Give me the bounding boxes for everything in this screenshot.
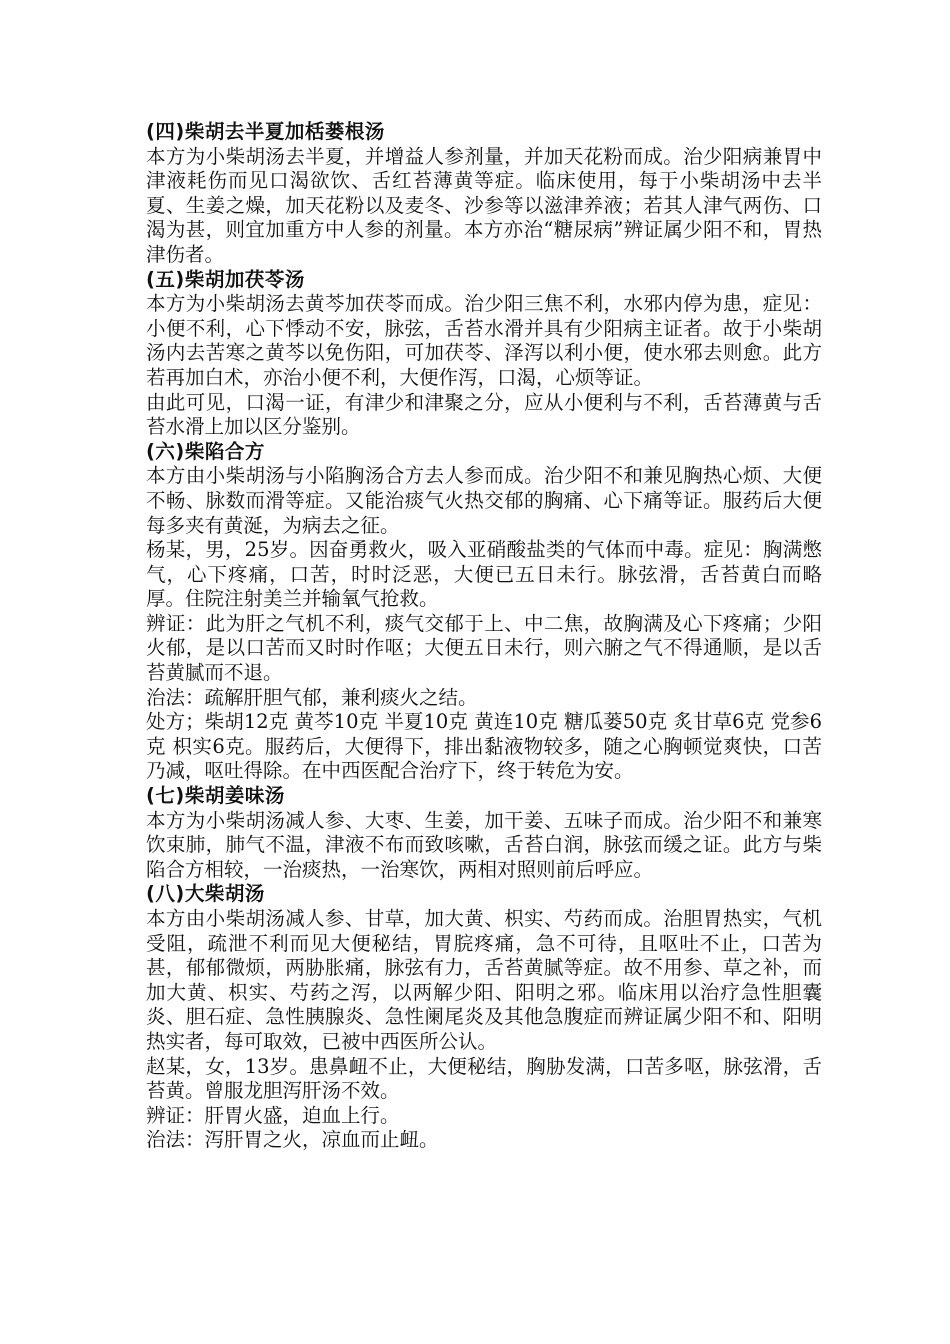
- diagnosis-paragraph: 辨证：此为肝之气机不利，痰气交郁于上、中二焦，故胸满及心下疼痛；少阳火郁，是以口苦而又时时作呕；大便五日未行，则六腑之气不得通顺，是以舌苔黄腻而不退。: [146, 611, 822, 685]
- paragraph: 本方为小柴胡汤减人参、大枣、生姜，加干姜、五味子而成。治少阳不和兼寒饮束肺，肺气不温，津液不布而致咳嗽，舌苔白润，脉弦而缓之证。此方与柴陷合方相较，一治痰热，一治寒饮，两相对照则前后呼应。: [146, 808, 822, 881]
- section-heading-5: (五)柴胡加茯苓汤: [146, 267, 305, 291]
- section-heading-8: (八)大柴胡汤: [146, 882, 265, 906]
- paragraph: 本方为小柴胡汤去黄芩加茯苓而成。治少阳三焦不利，水邪内停为患，症见：小便不利，心下悸动不安，脉弦，舌苔水滑并具有少阳病主证者。故于小柴胡汤内去苦寒之黄芩以免伤阳，可加茯苓、泽泻以利小便，使水邪去则愈。此方若再加白术，亦治小便不利，大便作泻，口渴，心烦等证。: [146, 292, 822, 389]
- paragraph: 由此可见，口渴一证，有津少和津聚之分，应从小便利与不利，舌苔薄黄与舌苔水滑上加以区分鉴别。: [146, 390, 822, 439]
- document-page: [146, 120, 822, 1153]
- section-heading-7: (七)柴胡姜味汤: [146, 784, 285, 808]
- treatment-paragraph: 治法：疏解肝胆气郁，兼利痰火之结。: [146, 685, 478, 709]
- paragraph: 本方为小柴胡汤去半夏，并增益人参剂量，并加天花粉而成。治少阳病兼胃中津液耗伤而见口渴欲饮、舌红苔薄黄等症。临床使用，每于小柴胡汤中去半夏、生姜之燥，加天花粉以及麦冬、沙参等以滋津养液；若其人津气两伤、口渴为甚，则宜加重方中人参的剂量。本方亦治“糖尿病”辨证属少阳不和，胃热津伤者。: [146, 144, 822, 266]
- paragraph: 本方由小柴胡汤与小陷胸汤合方去人参而成。治少阳不和兼见胸热心烦、大便不畅、脉数而滑等症。又能治痰气火热交郁的胸痛、心下痛等证。服药后大便每多夹有黄涎，为病去之征。: [146, 464, 822, 537]
- paragraph: 本方由小柴胡汤减人参、甘草，加大黄、枳实、芍药而成。治胆胃热实，气机受阻，疏泄不利而见大便秘结，胃脘疼痛，急不可待，且呕吐不止，口苦为甚，郁郁微烦，两胁胀痛，脉弦有力，舌苔黄腻等症。故不用参、草之补，而加大黄、枳实、芍药之泻，以两解少阳、阳明之邪。临床用以治疗急性胆囊炎、胆石症、急性胰腺炎、急性阑尾炎及其他急腹症而辨证属少阳不和、阳明热实者，每可取效，已被中西医所公认。: [146, 907, 822, 1053]
- case-paragraph: 杨某，男，25岁。因奋勇救火，吸入亚硝酸盐类的气体而中毒。症见：胸满憋气，心下疼痛，口苦，时时泛恶，大便已五日未行。脉弦滑，舌苔黄白而略厚。住院注射美兰并输氧气抢救。: [146, 538, 822, 611]
- treatment-paragraph: 治法：泻肝胃之火，凉血而止衄。: [146, 1128, 439, 1152]
- section-heading-6: (六)柴陷合方: [146, 439, 265, 463]
- section-heading-4: (四)柴胡去半夏加栝蒌根汤: [146, 120, 385, 143]
- prescription-paragraph: 处方；柴胡12克 黄芩10克 半夏10克 黄连10克 糖瓜蒌50克 炙甘草6克 党参6克 枳实6克。服药后，大便得下，排出黏液物较多，随之心胸顿觉爽快，口苦乃减，呕吐得除。在中西医配合治疗下，终于转危为安。: [146, 710, 822, 783]
- case-paragraph: 赵某，女，13岁。患鼻衄不止，大便秘结，胸胁发满，口苦多呕，脉弦滑，舌苔黄。曾服龙胆泻肝汤不效。: [146, 1054, 822, 1103]
- diagnosis-paragraph: 辨证：肝胃火盛，迫血上行。: [146, 1103, 400, 1127]
